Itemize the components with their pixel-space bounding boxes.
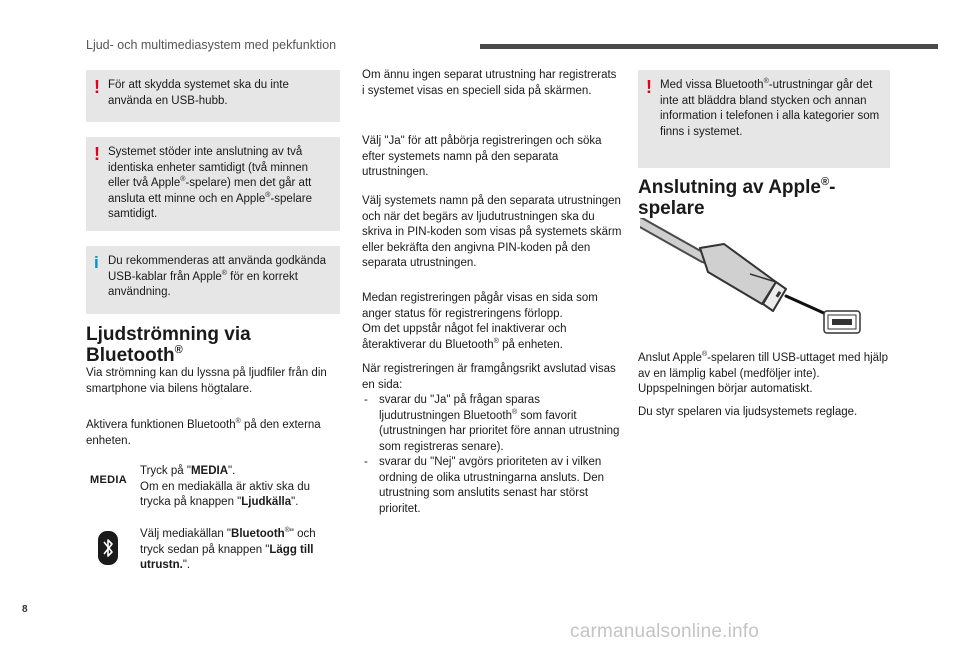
- paragraph-select-yes: Välj "Ja" för att påbörja registreringen och söka efter systemets namn på den separata utrustningen.: [362, 135, 602, 178]
- warning-note-identical-devices: [86, 137, 340, 231]
- paragraph-registration-status: Medan registreringen pågår visas en sida som anger status för registreringens förlopp. Om det uppstår något fel inaktiverar och återaktiverar du Bluetooth® på enheten.: [362, 292, 598, 351]
- paragraph-no-device: Om ännu ingen separat utrustning har registrerats i systemet visas en speciell sida på skärmen.: [362, 69, 617, 97]
- step-press-media: Tryck på "MEDIA". Om en mediakälla är aktiv ska du trycka på knappen "Ljudkälla".: [140, 465, 311, 508]
- paragraph-control-player: Du styr spelaren via ljudsystemets reglage.: [638, 406, 858, 418]
- warning-icon: !: [646, 77, 652, 97]
- paragraph-streaming: Via strömning kan du lyssna på ljudfiler från din smartphone via bilens högtalare.: [86, 367, 327, 395]
- note-text: Du rekommenderas att använda godkända USB-kablar från Apple® för en korrekt användning.: [108, 255, 327, 298]
- info-note-usb-cables: [86, 246, 340, 314]
- info-icon: i: [94, 253, 99, 272]
- note-text: Systemet stöder inte anslutning av två identiska enheter samtidigt (två minnen eller två Apple®-spelare) men det går att ansluta ett minne och en Apple®-spelare samtidigt.: [108, 146, 313, 220]
- usb-cable-illustration: [640, 218, 870, 338]
- bluetooth-icon: [98, 531, 118, 565]
- page-number: 8: [22, 604, 28, 615]
- paragraph-activate-bluetooth: Aktivera funktionen Bluetooth® på den externa enheten.: [86, 418, 321, 447]
- list-item: - svarar du "Ja" på frågan sparas ljudutrustningen Bluetooth® som favorit (utrustningen har prioritet före annan utrustning som registreras senare).: [362, 393, 624, 455]
- watermark: carmanualsonline.info: [570, 621, 760, 642]
- page-header-title: Ljud- och multimediasystem med pekfunktion: [86, 38, 337, 52]
- paragraph-registration-success: När registreringen är framgångsrikt avslutad visas en sida: - svarar du "Ja" på frågan sparas ljudutrustningen Bluetooth® som favorit (utrustningen har prioritet före annan utrustning som registreras senare). - svarar du "Nej" avgörs prioriteten av i vilken ordning de olika utrustningarna ansluts. Den utrustning som anslutits senast har störst prioritet.: [362, 362, 624, 517]
- dash-list: [362, 393, 624, 517]
- warning-icon: !: [94, 77, 100, 97]
- paragraph-connect-apple: Anslut Apple®-spelaren till USB-uttaget med hjälp av en lämplig kabel (medföljer inte). Uppspelningen börjar automatiskt.: [638, 351, 889, 395]
- section-heading-bluetooth-streaming: Ljudströmning via Bluetooth®: [86, 324, 251, 366]
- note-text: För att skydda systemet ska du inte använda en USB-hubb.: [108, 79, 289, 107]
- header-bar: [480, 44, 938, 49]
- list-item: - svarar du "Nej" avgörs prioriteten av i vilken ordning de olika utrustningarna ansluts. Den utrustning som anslutits senast har störst prioritet.: [362, 455, 624, 517]
- warning-note-usb-hub: [86, 70, 340, 122]
- warning-note-browsing: [638, 70, 890, 168]
- step-select-bluetooth: Välj mediakällan "Bluetooth®" och tryck sedan på knappen "Lägg till utrustn.".: [140, 527, 316, 571]
- section-heading-apple-connection: Anslutning av Apple®- spelare: [638, 176, 836, 219]
- media-button-icon: MEDIA: [90, 474, 127, 486]
- warning-icon: !: [94, 144, 100, 164]
- paragraph-pin-code: Välj systemets namn på den separata utrustningen och när det begärs av ljudutrustningen ska du skriva in PIN-koden som visas på systemets skärm eller bekräfta den angivna PIN-koden på den separata utrustningen.: [362, 195, 622, 269]
- note-text: Med vissa Bluetooth®-utrustningar går det inte att bläddra bland stycken och annan information i telefonen i alla kategorier som finns i systemet.: [660, 78, 880, 138]
